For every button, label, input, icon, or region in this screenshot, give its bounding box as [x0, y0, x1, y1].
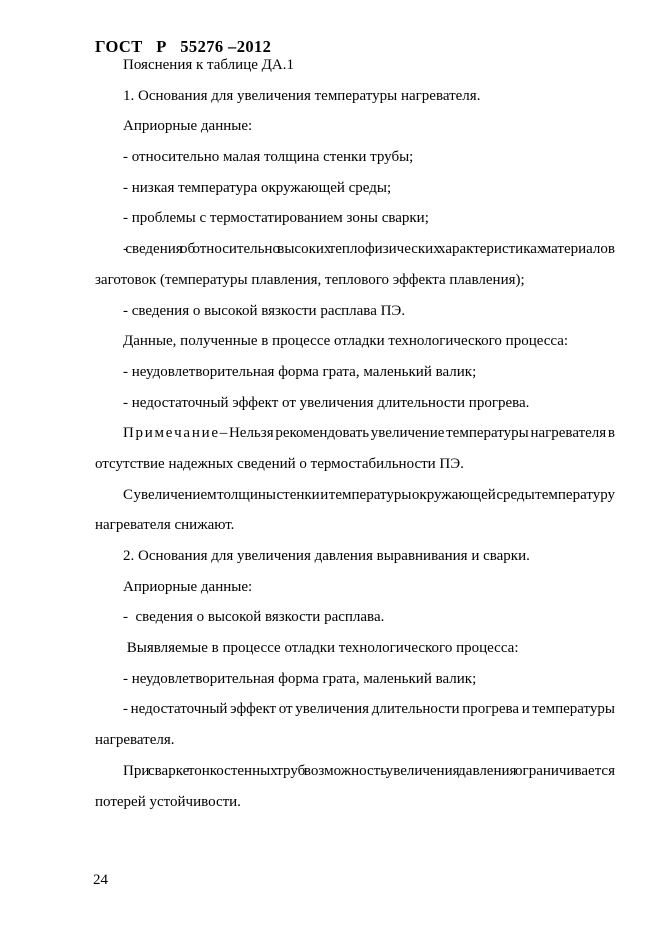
text-line-content: - недостаточный эффект от увеличения длительности прогрева и температуры: [123, 701, 615, 718]
text-line: Данные, полученные в процессе отладки технологического процесса:: [123, 333, 569, 350]
text-line: Априорные данные:: [123, 578, 253, 595]
text-line-content: П р и м е ч а н и е – Нельзя рекомендовать увеличение температуры нагревателя в: [123, 425, 615, 442]
text-line: заготовок (температуры плавления, теплового эффекта плавления);: [95, 271, 525, 288]
text-line-content: С увеличением толщины стенки и температуры окружающей среды температуру: [123, 486, 615, 503]
text-line: - неудовлетворительная форма грата, маленький валик;: [123, 670, 477, 687]
text-line: отсутствие надежных сведений о термостабильности ПЭ.: [95, 455, 464, 472]
text-line-content: При сварке тонкостенных труб возможность увеличения давления ограничивается: [123, 762, 615, 779]
text-line: Априорные данные:: [123, 118, 253, 135]
text-line: 2. Основания для увеличения давления выравнивания и сварки.: [123, 548, 530, 564]
text-line: Выявляемые в процессе отладки технологического процесса:: [123, 640, 519, 657]
text-line: потерей устойчивости.: [95, 793, 241, 810]
page-content: [95, 50, 615, 817]
text-line: [95, 480, 615, 511]
text-line: - низкая температура окружающей среды;: [123, 179, 392, 196]
text-line: - сведения о высокой вязкости расплава ПЭ.: [123, 302, 406, 319]
text-line: - сведения о высокой вязкости расплава.: [123, 609, 385, 626]
text-line: нагревателя.: [95, 732, 175, 749]
page-number: 24: [93, 872, 108, 888]
text-line: Пояснения к таблице ДА.1: [123, 57, 294, 73]
text-line: - относительно малая толщина стенки трубы;: [123, 149, 414, 166]
text-line: [95, 694, 615, 725]
text-line-note: [95, 418, 615, 449]
text-line-content: - сведения об относительно высоких теплофизических характеристиках материалов: [123, 241, 615, 258]
text-line: нагревателя снижают.: [95, 517, 235, 534]
text-line: [95, 756, 615, 787]
text-line: - проблемы с термостатированием зоны сварки;: [123, 210, 429, 227]
text-line: - неудовлетворительная форма грата, маленький валик;: [123, 363, 477, 380]
text-line: 1. Основания для увеличения температуры нагревателя.: [123, 87, 481, 104]
document-header-title: ГОСТ Р 55276 –2012: [95, 37, 272, 56]
text-line: - недостаточный эффект от увеличения длительности прогрева.: [123, 394, 530, 411]
text-line: [95, 234, 615, 265]
